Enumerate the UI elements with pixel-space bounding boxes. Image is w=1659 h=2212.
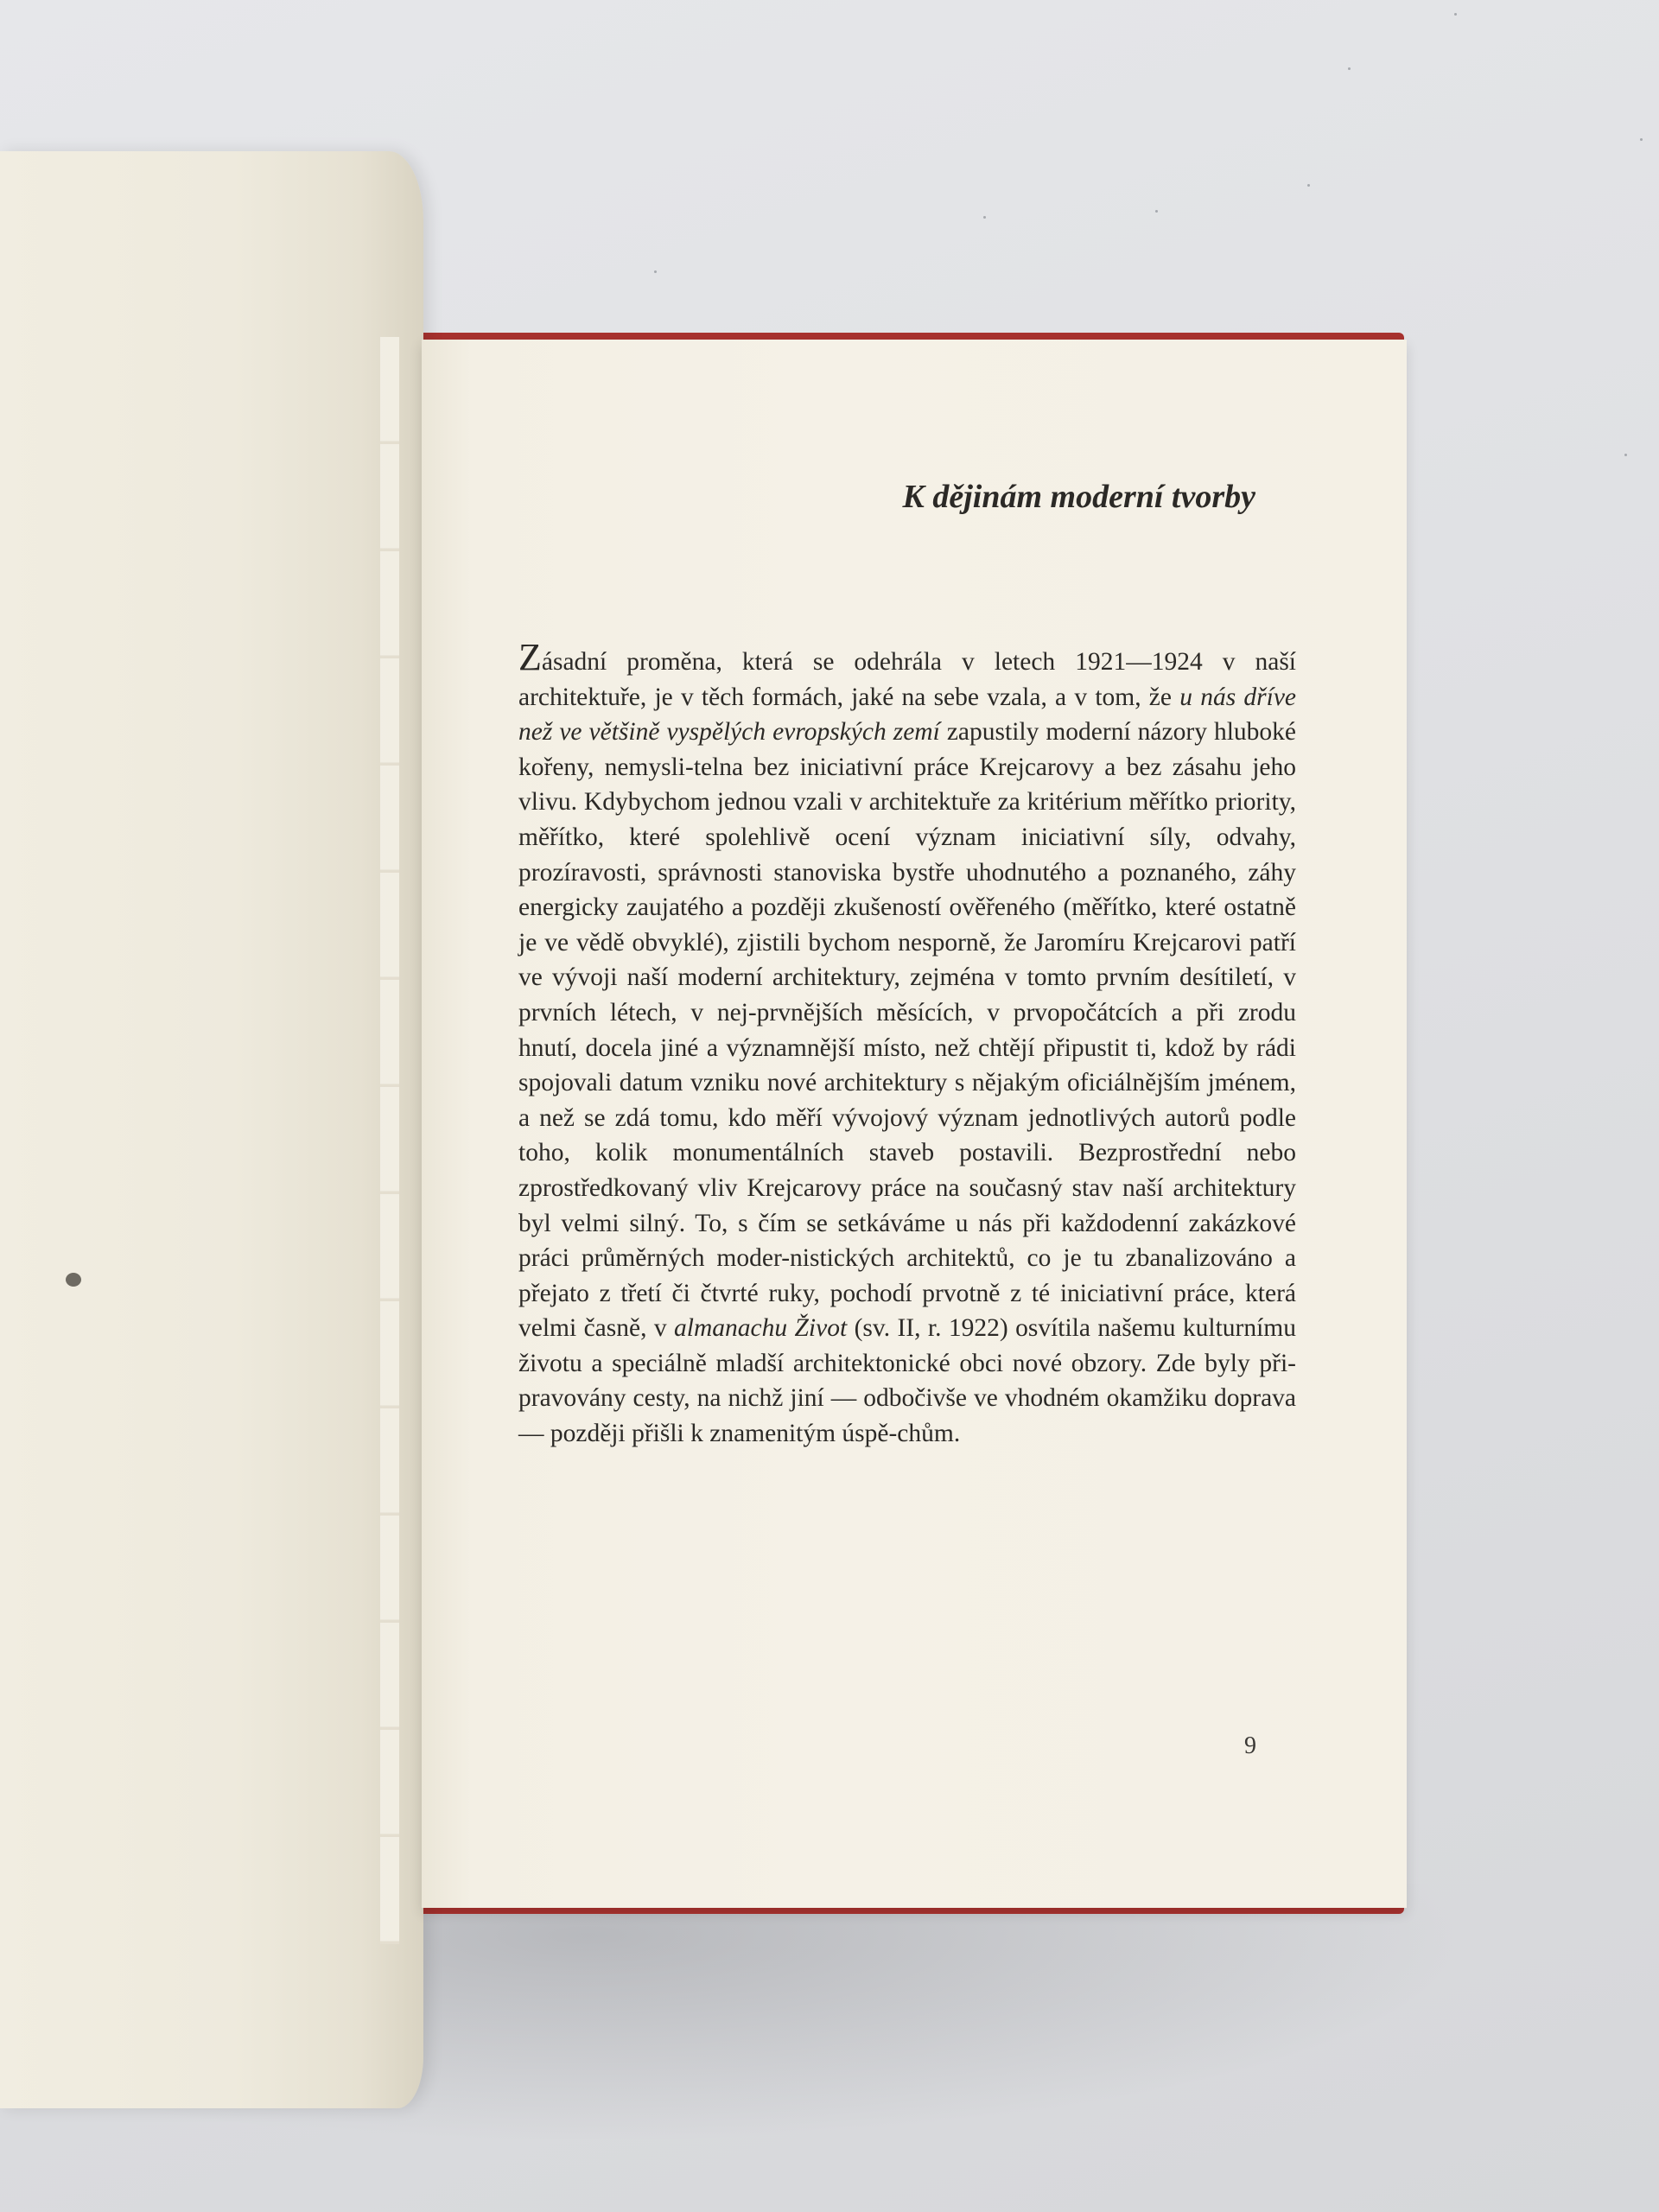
paragraph-text-part-2: zapustily moderní názory hluboké kořeny, nemysli-telna bez iniciativní práce Krejcarovy a bez zásahu jeho vlivu. Kdybychom jednou vzali v architektuře za kritérium měřítko priority, měřítko, které spolehlivě ocení význam iniciativní síly, odvahy, prozíravosti, správnosti stanoviska bystře uhodnutého a poznaného, záhy energicky zaujatého a později zkušeností ověřeného (měřítko, které ostatně je ve vědě obvyklé), zjistili bychom nesporně, že Jaromíru Krejcarovi patří ve vývoji naší moderní architektury, zejména v tomto prvním desítiletí, v prvních létech, v nej-prvnějších měsících, v prvopočátcích a při zrodu hnutí, docela jiné a významnější místo, než chtějí připustit ti, kdož by rádi spojovali datum vzniku nové architektury s nějakým oficiálnějším jménem, a než se zdá tomu, kdo měří vývojový význam jednotlivých autorů podle toho, kolik monumentálních staveb postavili. Bezprostřední nebo zprostředkovaný vliv Krejcarovy práce na současný stav naší architektury byl velmi silný. To, s čím se setkáváme u nás při každodenní zakázkové práci průměrných moder-nistických architektů, co je tu zbanalizováno a přejato z třetí či čtvrté ruky, pochodí prvotně z té iniciativní práce, která velmi časně, v xyxy=(518,718,1296,1343)
drop-letter: Z xyxy=(518,636,542,678)
paragraph-text-part-3: (sv. II, r. 1922) osvítila našemu kulturnímu životu a speciálně mladší architektonické obci nové obzory. Zde byly při-pravovány cesty, na nichž jiní — odbočivše ve vhodném okamžiku doprava — později přišli k znamenitým úspě-chům. xyxy=(518,1314,1296,1448)
paper-spot xyxy=(66,1273,81,1287)
paragraph-italic-1: u nás dříve než ve většině vyspělých evropských zemí xyxy=(518,683,1297,747)
left-page xyxy=(0,151,423,2108)
book-spine-stitching xyxy=(380,337,399,1944)
page-number: 9 xyxy=(1244,1732,1256,1759)
paragraph-text-part-1: ásadní proměna, která se odehrála v letech 1921—1924 v naší architektuře, je v těch formách, jaké na sebe vzala, a v tom, že xyxy=(518,648,1296,711)
right-page xyxy=(422,340,1407,1908)
chapter-header: K dějinám moderní tvorby xyxy=(902,479,1255,515)
paragraph-italic-2: almanachu Život xyxy=(674,1314,848,1343)
body-paragraph xyxy=(518,636,1297,1452)
